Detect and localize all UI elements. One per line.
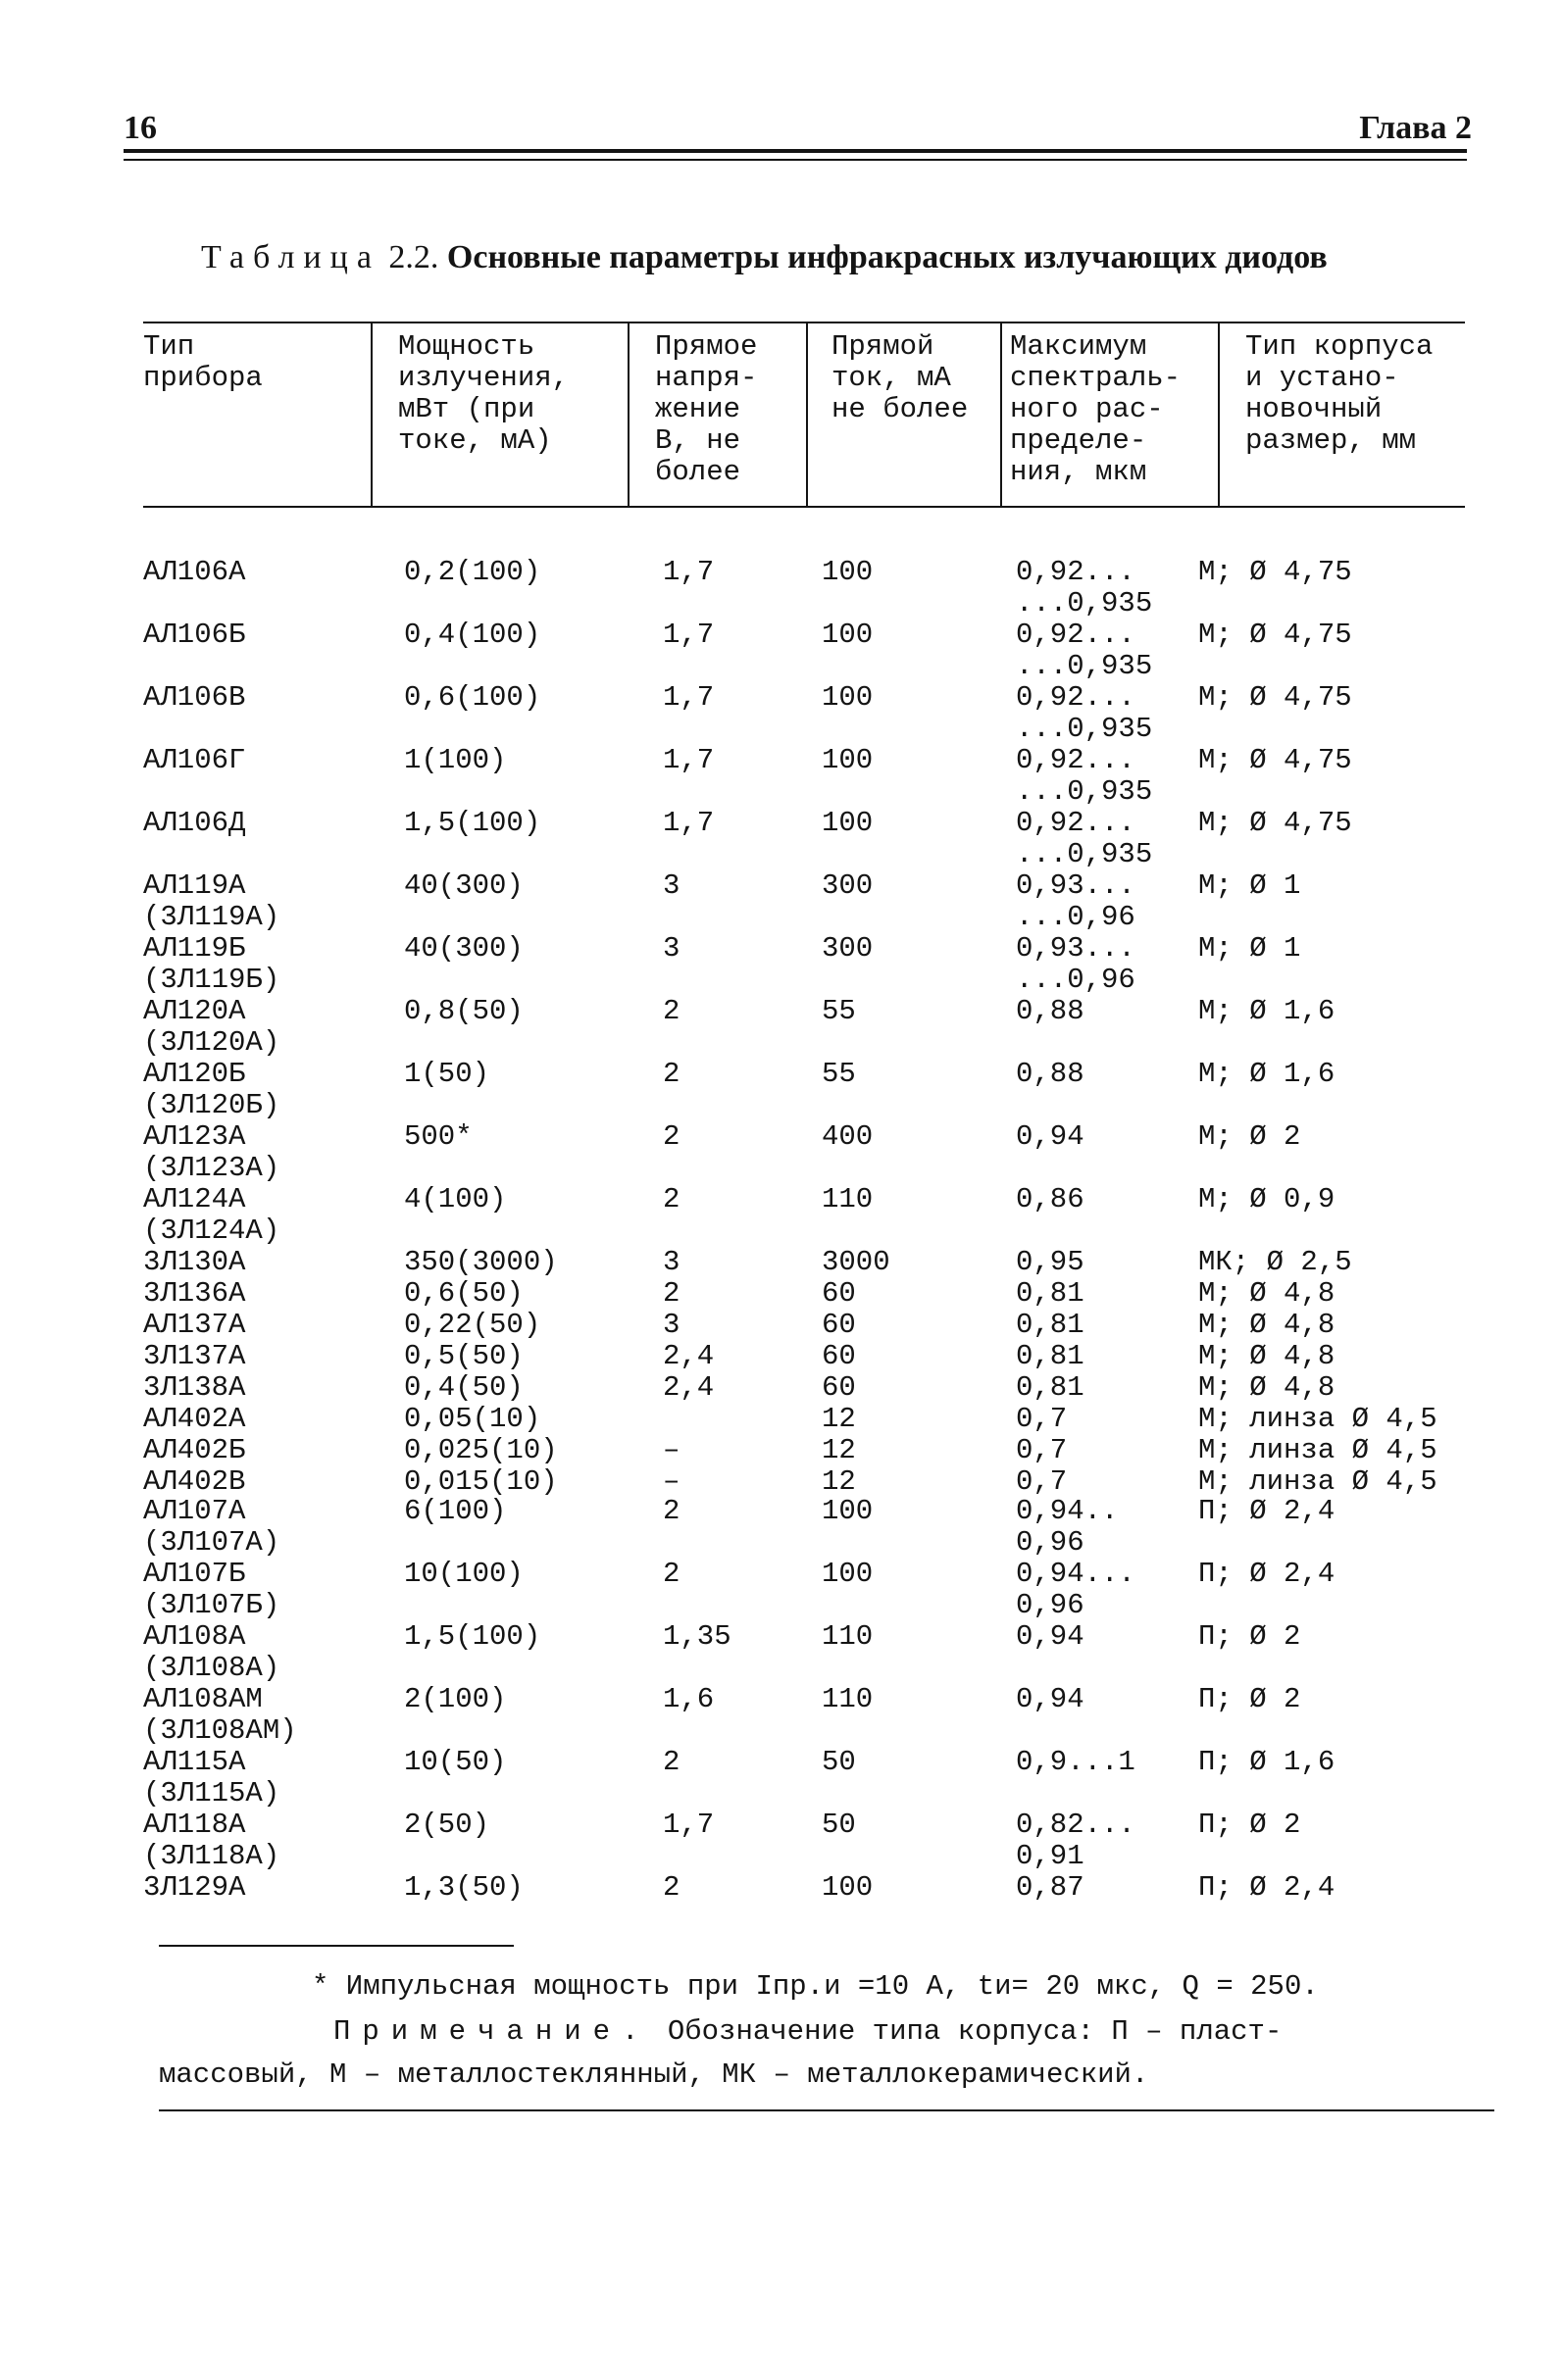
table-number: 2.2. [388,239,439,275]
cell-wavelength: 0,82... 0,91 [1016,1809,1135,1872]
cell-voltage: 1,7 [663,807,715,839]
cell-type: АЛ106Д [143,807,246,839]
cell-voltage: 1,7 [663,1809,715,1841]
cell-type: АЛ106Б [143,619,246,651]
cell-type: 3Л138А [143,1371,246,1404]
cell-voltage: 1,6 [663,1683,715,1715]
cell-power: 1,5(100) [404,1620,541,1653]
cell-type: АЛ120А (3Л120А) [143,995,280,1059]
cell-power: 0,015(10) [404,1465,558,1498]
header-type: Тип прибора [143,330,263,394]
table-row [0,1747,1562,1810]
cell-package: М; Ø 1,6 [1198,1058,1335,1090]
cell-current: 55 [822,995,856,1027]
cell-current: 100 [822,556,874,588]
cell-voltage: 2 [663,1183,680,1215]
cell-power: 2(100) [404,1683,507,1715]
cell-voltage: 1,7 [663,619,715,651]
cell-voltage: 2,4 [663,1340,715,1372]
cell-wavelength: 0,94.. 0,96 [1016,1495,1119,1559]
cell-current: 100 [822,681,874,714]
cell-current: 100 [822,1495,874,1527]
cell-wavelength: 0,94 [1016,1683,1084,1715]
cell-current: 110 [822,1683,874,1715]
cell-current: 300 [822,932,874,965]
cell-power: 0,6(100) [404,681,541,714]
cell-voltage: 3 [663,869,680,902]
cell-voltage: 2 [663,1120,680,1153]
cell-wavelength: 0,88 [1016,1058,1084,1090]
cell-voltage: – [663,1434,680,1466]
cell-current: 60 [822,1309,856,1341]
cell-voltage: 3 [663,1246,680,1278]
cell-wavelength: 0,7 [1016,1403,1068,1435]
cell-package: М; Ø 0,9 [1198,1183,1335,1215]
cell-power: 1(100) [404,744,507,776]
cell-package: М; Ø 4,8 [1198,1371,1335,1404]
cell-current: 50 [822,1809,856,1841]
cell-wavelength: 0,94 [1016,1620,1084,1653]
cell-current: 3000 [822,1246,890,1278]
cell-power: 6(100) [404,1495,507,1527]
table-row [0,933,1562,996]
table-row [0,996,1562,1059]
cell-power: 10(100) [404,1558,524,1590]
cell-power: 350(3000) [404,1246,558,1278]
table-row [0,1872,1562,1935]
table-row [0,1496,1562,1559]
cell-wavelength: 0,95 [1016,1246,1084,1278]
cell-wavelength: 0,81 [1016,1277,1084,1310]
cell-wavelength: 0,7 [1016,1465,1068,1498]
footnote: * Импульсная мощность при Iпр.и =10 А, tи= 20 мкс, Q = 250. [312,1970,1319,2003]
table-row [0,808,1562,870]
header-power: Мощность излучения, мВт (при токе, мА) [398,330,570,457]
table-row [0,1810,1562,1872]
cell-voltage: 3 [663,932,680,965]
header-current: Прямой ток, мА не более [831,330,969,425]
cell-power: 500* [404,1120,473,1153]
cell-package: П; Ø 2,4 [1198,1871,1335,1904]
table-row [0,870,1562,933]
cell-type: АЛ402Б [143,1434,246,1466]
table-row [0,682,1562,745]
cell-type: АЛ115А (3Л115А) [143,1746,280,1810]
cell-current: 400 [822,1120,874,1153]
cell-power: 10(50) [404,1746,507,1778]
cell-package: М; линза Ø 4,5 [1198,1465,1437,1498]
cell-wavelength: 0,9...1 [1016,1746,1135,1778]
table-row [0,1059,1562,1121]
cell-voltage: 1,35 [663,1620,731,1653]
cell-package: М; Ø 4,75 [1198,681,1352,714]
cell-power: 2(50) [404,1809,490,1841]
cell-package: М; Ø 4,75 [1198,556,1352,588]
cell-package: М; Ø 4,8 [1198,1309,1335,1341]
bottom-rule [159,2109,1494,2111]
cell-current: 55 [822,1058,856,1090]
cell-current: 12 [822,1434,856,1466]
cell-current: 60 [822,1371,856,1404]
cell-power: 0,025(10) [404,1434,558,1466]
cell-type: АЛ120Б (3Л120Б) [143,1058,280,1121]
page-number: 16 [124,110,157,146]
cell-current: 300 [822,869,874,902]
cell-current: 12 [822,1403,856,1435]
cell-wavelength: 0,7 [1016,1434,1068,1466]
cell-wavelength: 0,87 [1016,1871,1084,1904]
cell-power: 0,5(50) [404,1340,524,1372]
cell-type: АЛ119Б (3Л119Б) [143,932,280,996]
cell-voltage: 2 [663,1871,680,1904]
cell-voltage: 2 [663,1746,680,1778]
cell-voltage: 2 [663,1495,680,1527]
cell-voltage: 1,7 [663,681,715,714]
header-wavelength: Максимум спектраль- ного рас- пределе- ния, мкм [1010,330,1182,488]
cell-current: 60 [822,1340,856,1372]
cell-current: 60 [822,1277,856,1310]
cell-wavelength: 0,92... ...0,935 [1016,556,1153,620]
cell-power: 0,22(50) [404,1309,541,1341]
cell-voltage: 2 [663,1058,680,1090]
note-label: Примечание. [333,2015,651,2048]
cell-package: М; Ø 4,75 [1198,807,1352,839]
cell-voltage: 1,7 [663,556,715,588]
cell-type: АЛ124А (3Л124А) [143,1183,280,1247]
cell-type: АЛ123А (3Л123А) [143,1120,280,1184]
cell-wavelength: 0,81 [1016,1371,1084,1404]
cell-current: 100 [822,1871,874,1904]
cell-type: АЛ119А (3Л119А) [143,869,280,933]
cell-package: П; Ø 2 [1198,1620,1301,1653]
header-package: Тип корпуса и устано- новочный размер, мм [1245,330,1434,457]
cell-wavelength: 0,86 [1016,1183,1084,1215]
cell-wavelength: 0,94... 0,96 [1016,1558,1135,1621]
cell-current: 12 [822,1465,856,1498]
cell-power: 1,3(50) [404,1871,524,1904]
header-voltage: Прямое напря- жение В, не более [655,330,758,488]
table-caption: Основные параметры инфракрасных излучающих диодов [446,239,1328,275]
table-row [0,1184,1562,1247]
cell-package: П; Ø 2,4 [1198,1558,1335,1590]
cell-power: 40(300) [404,932,524,965]
footnote-rule [159,1945,514,1947]
table-row [0,1621,1562,1684]
cell-power: 0,8(50) [404,995,524,1027]
cell-package: П; Ø 2 [1198,1809,1301,1841]
cell-package: П; Ø 2,4 [1198,1495,1335,1527]
cell-power: 0,05(10) [404,1403,541,1435]
cell-type: 3Л130А [143,1246,246,1278]
cell-wavelength: 0,92... ...0,935 [1016,744,1153,808]
cell-package: М; Ø 4,8 [1198,1277,1335,1310]
cell-power: 0,2(100) [404,556,541,588]
cell-type: АЛ107А (3Л107А) [143,1495,280,1559]
cell-power: 1,5(100) [404,807,541,839]
cell-type: АЛ402В [143,1465,246,1498]
chapter-label: Глава 2 [1359,110,1472,146]
table-row [0,1559,1562,1621]
cell-type: АЛ106В [143,681,246,714]
cell-current: 50 [822,1746,856,1778]
cell-package: М; Ø 1 [1198,932,1301,965]
cell-package: М; Ø 2 [1198,1120,1301,1153]
cell-power: 40(300) [404,869,524,902]
table-row [0,1684,1562,1747]
cell-type: АЛ137А [143,1309,246,1341]
cell-power: 4(100) [404,1183,507,1215]
cell-type: АЛ106Г [143,744,246,776]
cell-package: П; Ø 2 [1198,1683,1301,1715]
cell-package: М; Ø 1 [1198,869,1301,902]
cell-voltage: 2,4 [663,1371,715,1404]
cell-power: 0,4(50) [404,1371,524,1404]
cell-package: М; Ø 4,75 [1198,744,1352,776]
cell-wavelength: 0,81 [1016,1309,1084,1341]
cell-type: АЛ118А (3Л118А) [143,1809,280,1872]
table-row [0,557,1562,620]
cell-wavelength: 0,93... ...0,96 [1016,869,1135,933]
cell-voltage: 1,7 [663,744,715,776]
cell-package: М; линза Ø 4,5 [1198,1403,1437,1435]
cell-type: АЛ402А [143,1403,246,1435]
cell-voltage: 3 [663,1309,680,1341]
table-label: Таблица [201,239,380,275]
cell-wavelength: 0,88 [1016,995,1084,1027]
cell-package: М; Ø 4,75 [1198,619,1352,651]
cell-current: 100 [822,807,874,839]
cell-power: 0,6(50) [404,1277,524,1310]
table-row [0,620,1562,682]
cell-current: 110 [822,1620,874,1653]
note-text: Обозначение типа корпуса: П – пласт- [650,2015,1283,2048]
table-row [0,745,1562,808]
cell-wavelength: 0,93... ...0,96 [1016,932,1135,996]
cell-power: 1(50) [404,1058,490,1090]
note-continuation: массовый, М – металлостеклянный, МК – металлокерамический. [159,2058,1149,2091]
cell-current: 100 [822,1558,874,1590]
cell-type: 3Л137А [143,1340,246,1372]
cell-type: АЛ106А [143,556,246,588]
cell-type: АЛ108АМ (3Л108АМ) [143,1683,297,1747]
cell-type: АЛ107Б (3Л107Б) [143,1558,280,1621]
cell-wavelength: 0,92... ...0,935 [1016,807,1153,870]
cell-package: М; линза Ø 4,5 [1198,1434,1437,1466]
cell-current: 100 [822,744,874,776]
cell-voltage: – [663,1465,680,1498]
cell-type: 3Л129А [143,1871,246,1904]
cell-wavelength: 0,94 [1016,1120,1084,1153]
cell-wavelength: 0,81 [1016,1340,1084,1372]
cell-type: 3Л136А [143,1277,246,1310]
cell-package: М; Ø 1,6 [1198,995,1335,1027]
cell-wavelength: 0,92... ...0,935 [1016,681,1153,745]
table-row [0,1121,1562,1184]
cell-package: М; Ø 4,8 [1198,1340,1335,1372]
cell-voltage: 2 [663,995,680,1027]
cell-voltage: 2 [663,1558,680,1590]
cell-wavelength: 0,92... ...0,935 [1016,619,1153,682]
cell-type: АЛ108А (3Л108А) [143,1620,280,1684]
cell-package: П; Ø 1,6 [1198,1746,1335,1778]
cell-voltage: 2 [663,1277,680,1310]
cell-power: 0,4(100) [404,619,541,651]
cell-package: МК; Ø 2,5 [1198,1246,1352,1278]
note [333,2015,1282,2048]
cell-current: 110 [822,1183,874,1215]
cell-current: 100 [822,619,874,651]
